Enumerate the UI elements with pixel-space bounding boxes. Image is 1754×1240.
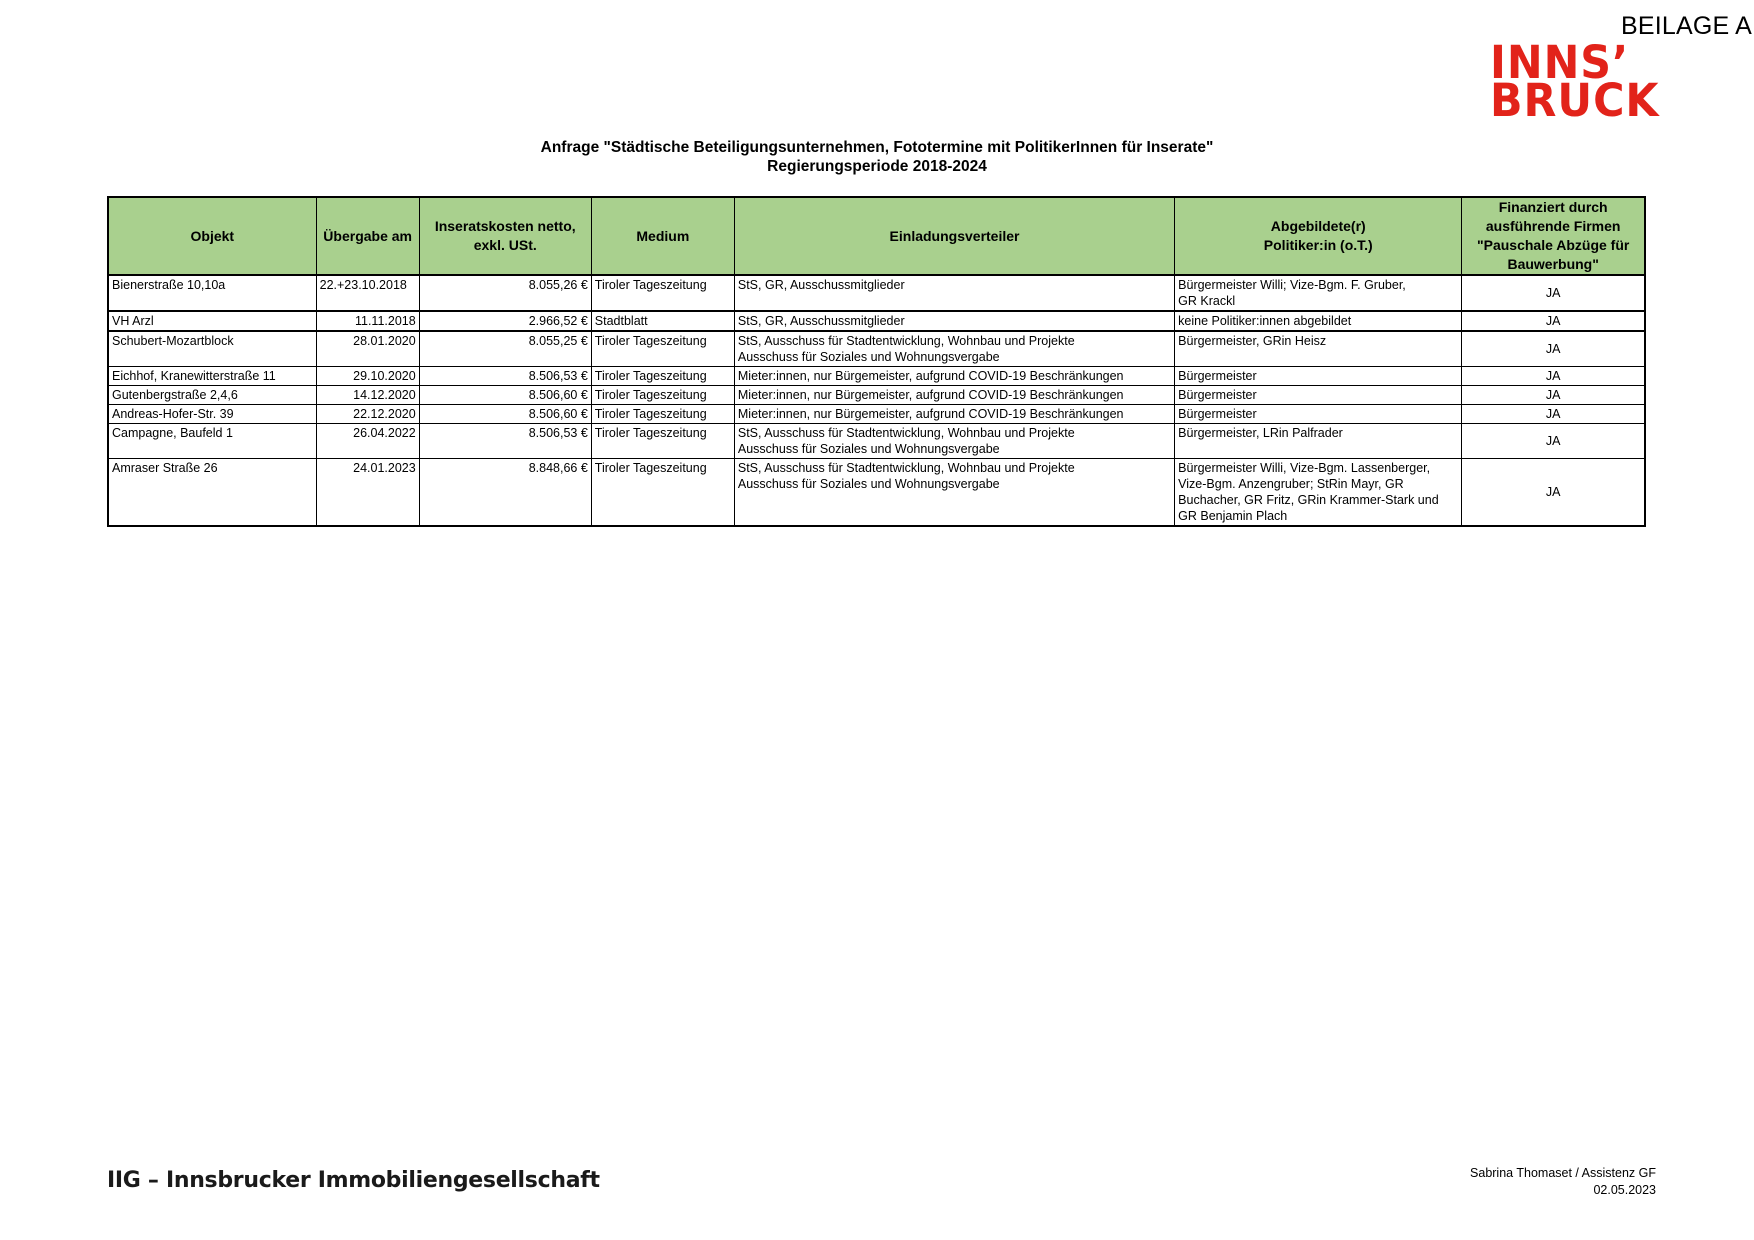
header-finanziert (1462, 197, 1645, 275)
einladung-line: StS, GR, Ausschussmitglieder (737, 278, 905, 292)
abgebildet-line: Bürgermeister Willi; Vize-Bgm. F. Gruber, (1178, 278, 1406, 292)
cell-abgebildet (1175, 331, 1462, 367)
cell-objekt: Amraser Straße 26 (108, 459, 316, 527)
header-uebergabe: Übergabe am (316, 197, 419, 275)
einladung-line: StS, Ausschuss für Stadtentwicklung, Wohnbau und Projekte (737, 461, 1075, 475)
cell-medium: Tiroler Tageszeitung (591, 386, 734, 405)
cell-datum: 22.12.2020 (316, 405, 419, 424)
header-kosten-line-1: Inseratskosten netto, (434, 218, 576, 234)
table-row (108, 459, 1645, 527)
header-kosten (419, 197, 591, 275)
cell-objekt: Bienerstraße 10,10a (108, 275, 316, 311)
einladung-line: StS, GR, Ausschussmitglieder (737, 314, 905, 328)
einladung-line: Ausschuss für Soziales und Wohnungsvergabe (737, 477, 1000, 491)
cell-datum: 11.11.2018 (316, 311, 419, 331)
abgebildet-line: Bürgermeister (1178, 407, 1257, 421)
abgebildet-line: Bürgermeister (1178, 388, 1257, 402)
cell-abgebildet (1175, 405, 1462, 424)
abgebildet-line: Vize-Bgm. Anzengruber; StRin Mayr, GR (1178, 477, 1404, 491)
table-row (108, 331, 1645, 367)
cell-medium: Stadtblatt (591, 311, 734, 331)
table-row (108, 275, 1645, 311)
logo-line-2: BRUCK (1490, 74, 1660, 127)
footer-date: 02.05.2023 (1593, 1183, 1656, 1197)
cell-kosten: 8.506,53 € (419, 367, 591, 386)
cell-medium: Tiroler Tageszeitung (591, 424, 734, 459)
einladung-line: Ausschuss für Soziales und Wohnungsvergabe (737, 350, 1000, 364)
einladung-line: StS, Ausschuss für Stadtentwicklung, Wohnbau und Projekte (737, 426, 1075, 440)
cell-medium: Tiroler Tageszeitung (591, 275, 734, 311)
cell-einladung (734, 331, 1174, 367)
einladung-line: Mieter:innen, nur Bürgemeister, aufgrund COVID-19 Beschränkungen (737, 407, 1124, 421)
header-finanziert-line-3: "Pauschale Abzüge für (1476, 237, 1630, 253)
abgebildet-line: GR Krackl (1178, 294, 1236, 308)
cell-datum: 14.12.2020 (316, 386, 419, 405)
header-abgebildet (1175, 197, 1462, 275)
abgebildet-line: keine Politiker:innen abgebildet (1178, 314, 1352, 328)
table-body (108, 275, 1645, 526)
innsbruck-logo (1490, 36, 1660, 127)
cell-kosten: 8.506,60 € (419, 405, 591, 424)
header-finanziert-line-4: Bauwerbung" (1507, 256, 1599, 272)
cell-einladung (734, 311, 1174, 331)
cell-objekt: Gutenbergstraße 2,4,6 (108, 386, 316, 405)
cell-medium: Tiroler Tageszeitung (591, 405, 734, 424)
footer-author: Sabrina Thomaset / Assistenz GF (1470, 1166, 1656, 1180)
cell-kosten: 8.506,60 € (419, 386, 591, 405)
cell-medium: Tiroler Tageszeitung (591, 459, 734, 527)
table-row (108, 386, 1645, 405)
cell-einladung (734, 405, 1174, 424)
cell-abgebildet (1175, 275, 1462, 311)
table-row (108, 424, 1645, 459)
cell-finanziert: JA (1462, 331, 1645, 367)
header-abgebildet-line-2: Politiker:in (o.T.) (1263, 237, 1373, 253)
cell-objekt: Eichhof, Kranewitterstraße 11 (108, 367, 316, 386)
header-medium: Medium (591, 197, 734, 275)
logo-line-1: INNS’ (1490, 36, 1630, 89)
cell-abgebildet (1175, 424, 1462, 459)
cell-finanziert: JA (1462, 311, 1645, 331)
cell-finanziert: JA (1462, 386, 1645, 405)
cell-abgebildet (1175, 386, 1462, 405)
footer-author-block (1470, 1165, 1656, 1199)
einladung-line: Mieter:innen, nur Bürgemeister, aufgrund COVID-19 Beschränkungen (737, 388, 1124, 402)
cell-finanziert: JA (1462, 459, 1645, 527)
header-abgebildet-line-1: Abgebildete(r) (1270, 218, 1366, 234)
header-finanziert-line-1: Finanziert durch (1498, 199, 1608, 215)
header-einladung: Einladungsverteiler (734, 197, 1174, 275)
table-row (108, 405, 1645, 424)
cell-einladung (734, 367, 1174, 386)
cell-abgebildet (1175, 311, 1462, 331)
einladung-line: StS, Ausschuss für Stadtentwicklung, Wohnbau und Projekte (737, 334, 1075, 348)
abgebildet-line: Bürgermeister, GRin Heisz (1178, 334, 1327, 348)
abgebildet-line: Bürgermeister (1178, 369, 1257, 383)
cell-finanziert: JA (1462, 424, 1645, 459)
cell-medium: Tiroler Tageszeitung (591, 367, 734, 386)
cell-datum: 26.04.2022 (316, 424, 419, 459)
header-finanziert-line-2: ausführende Firmen (1485, 218, 1621, 234)
cell-finanziert: JA (1462, 275, 1645, 311)
document-title (0, 138, 1754, 176)
cell-objekt: Schubert-Mozartblock (108, 331, 316, 367)
cell-kosten: 8.055,26 € (419, 275, 591, 311)
cell-finanziert: JA (1462, 405, 1645, 424)
cell-einladung (734, 424, 1174, 459)
cell-abgebildet (1175, 459, 1462, 527)
title-line-2: Regierungsperiode 2018-2024 (767, 158, 987, 175)
title-line-1: Anfrage "Städtische Beteiligungsunternehmen, Fototermine mit PolitikerInnen für Inserate" (540, 139, 1214, 156)
cell-datum: 24.01.2023 (316, 459, 419, 527)
cell-objekt: VH Arzl (108, 311, 316, 331)
einladung-line: Mieter:innen, nur Bürgemeister, aufgrund COVID-19 Beschränkungen (737, 369, 1124, 383)
cell-datum: 22.+23.10.2018 (316, 275, 419, 311)
cell-einladung (734, 275, 1174, 311)
table-row (108, 367, 1645, 386)
cell-objekt: Andreas-Hofer-Str. 39 (108, 405, 316, 424)
footer-company-name: IIG – Innsbrucker Immobiliengesellschaft (107, 1168, 600, 1193)
abgebildet-line: Buchacher, GR Fritz, GRin Krammer-Stark und (1178, 493, 1439, 507)
cell-medium: Tiroler Tageszeitung (591, 331, 734, 367)
cell-datum: 28.01.2020 (316, 331, 419, 367)
abgebildet-line: Bürgermeister, LRin Palfrader (1178, 426, 1343, 440)
table-row (108, 311, 1645, 331)
inserate-table (107, 196, 1646, 527)
cell-finanziert: JA (1462, 367, 1645, 386)
cell-einladung (734, 386, 1174, 405)
cell-objekt: Campagne, Baufeld 1 (108, 424, 316, 459)
cell-datum: 29.10.2020 (316, 367, 419, 386)
table-header-row (108, 197, 1645, 275)
cell-einladung (734, 459, 1174, 527)
cell-kosten: 8.055,25 € (419, 331, 591, 367)
header-kosten-line-2: exkl. USt. (473, 237, 537, 253)
einladung-line: Ausschuss für Soziales und Wohnungsvergabe (737, 442, 1000, 456)
cell-abgebildet (1175, 367, 1462, 386)
cell-kosten: 2.966,52 € (419, 311, 591, 331)
abgebildet-line: Bürgermeister Willi, Vize-Bgm. Lassenberger, (1178, 461, 1431, 475)
header-objekt: Objekt (108, 197, 316, 275)
cell-kosten: 8.506,53 € (419, 424, 591, 459)
beilage-label: BEILAGE A (1620, 12, 1752, 40)
cell-kosten: 8.848,66 € (419, 459, 591, 527)
abgebildet-line: GR Benjamin Plach (1178, 509, 1288, 523)
